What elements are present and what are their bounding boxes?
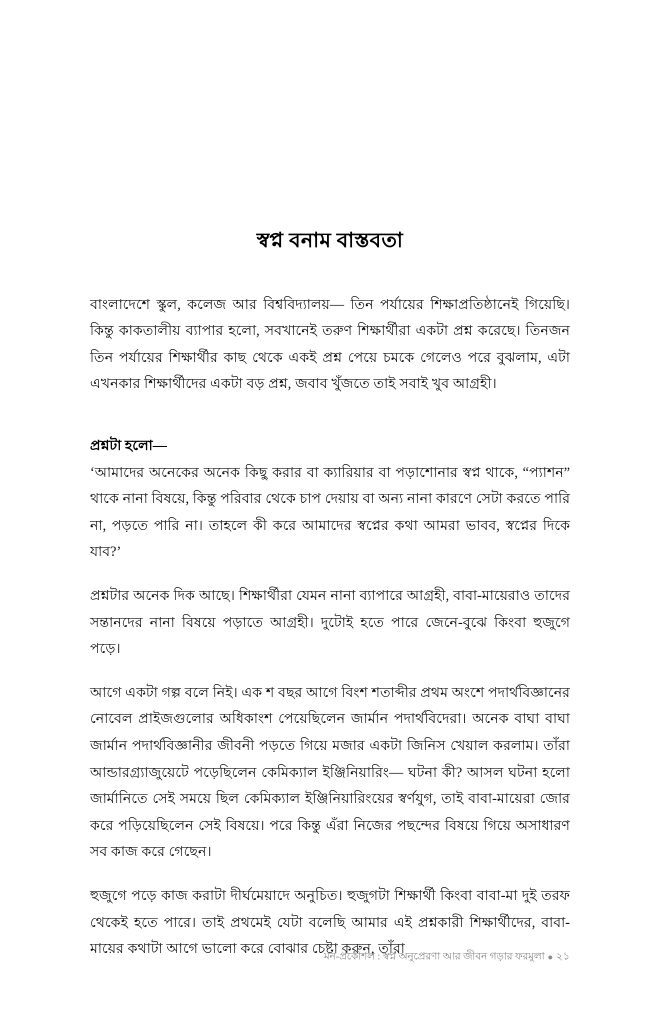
quoted-question: ‘আমাদের অনেকের অনেক কিছু করার বা ক্যারিয়ার বা পড়াশোনার স্বপ্ন থাকে, “প্যাশন” থাকে নানা বিষয়ে, কিন্তু পরিবার থেকে চাপ দেয়ায় বা অন্য নানা কারণে সেটা করতে পারি না, পড়তে পারি না। তাহলে কী করে আমাদের স্বপ্নের কথা আমরা ভাবব, স্বপ্নের দিকে যাব?’ [90, 464, 570, 561]
footer-running-title: মন-প্রকৌশল : স্বপ্ন অনুপ্রেরণা আর জীবন গড়ার ফরমুলা [323, 951, 545, 963]
body-paragraph-4: হুজুগে পড়ে কাজ করাটা দীর্ঘমেয়াদে অনুচিত। হুজুগটা শিক্ষার্থী কিংবা বাবা-মা দুই তরফ থেকেই হতে পারে। তাই প্রথমেই যেটা বলেছি আমার এই প্রশ্নকারী শিক্ষার্থীদের, বাবা-মায়ের কথাটা আগে ভালো করে বোঝার চেষ্টা করুন, তাঁরা [90, 887, 570, 958]
running-footer [90, 950, 570, 964]
page-content [90, 228, 570, 963]
question-lead-in: প্রশ্নটা হলো— [90, 438, 167, 455]
chapter-title: স্বপ্ন বনাম বাস্তবতা [256, 230, 404, 252]
footer-page-number: ২১ [556, 951, 570, 963]
section-spacer [90, 415, 570, 433]
body-paragraph-1: বাংলাদেশে স্কুল, কলেজ আর বিশ্ববিদ্যালয়— তিন পর্যায়ের শিক্ষাপ্রতিষ্ঠানেই গিয়েছি। কিন্তু কাকতালীয় ব্যাপার হলো, সবখানেই তরুণ শিক্ষার্থীরা একটা প্রশ্ন করেছে। তিনজন তিন পর্যায়ের শিক্ষার্থীর কাছ থেকে একই প্রশ্ন পেয়ে চমকে গেলেও পরে বুঝলাম, এটা এখনকার শিক্ষার্থীদের একটা বড় প্রশ্ন, জবাব খুঁজতে তাই সবাই খুব আগ্রহী। [90, 296, 570, 393]
body-paragraph-2: প্রশ্নটার অনেক দিক আছে। শিক্ষার্থীরা যেমন নানা ব্যাপারে আগ্রহী, বাবা-মায়েরাও তাদের সন্তানদের নানা বিষয়ে পড়াতে আগ্রহী। দুটোই হতে পারে জেনে-বুঝে কিংবা হুজুগে পড়ে। [90, 588, 570, 658]
body-paragraph-3: আগে একটা গল্প বলে নিই। এক শ বছর আগে বিংশ শতাব্দীর প্রথম অংশে পদার্থবিজ্ঞানের নোবেল প্রাইজগুলোর অধিকাংশ পেয়েছিলেন জার্মান পদার্থবিদেরা। অনেক বাঘা বাঘা জার্মান পদার্থবিজ্ঞানীর জীবনী পড়তে গিয়ে মজার একটা জিনিস খেয়াল করলাম। তাঁরা আন্ডারগ্র্যাজুয়েটে পড়েছিলেন কেমিক্যাল ইঞ্জিনিয়ারিং— ঘটনা কী? আসল ঘটনা হলো জার্মানিতে সেই সময়ে ছিল কেমিক্যাল ইঞ্জিনিয়ারিংয়ের স্বর্ণযুগ, তাই বাবা-মায়েরা জোর করে পড়িয়েছিলেন সেই বিষয়ে। পরে কিন্তু এঁরা নিজের পছন্দের বিষয়ে গিয়ে অসাধারণ সব কাজ করে গেছেন। [90, 684, 570, 861]
footer-separator-dot: ● [547, 952, 554, 962]
